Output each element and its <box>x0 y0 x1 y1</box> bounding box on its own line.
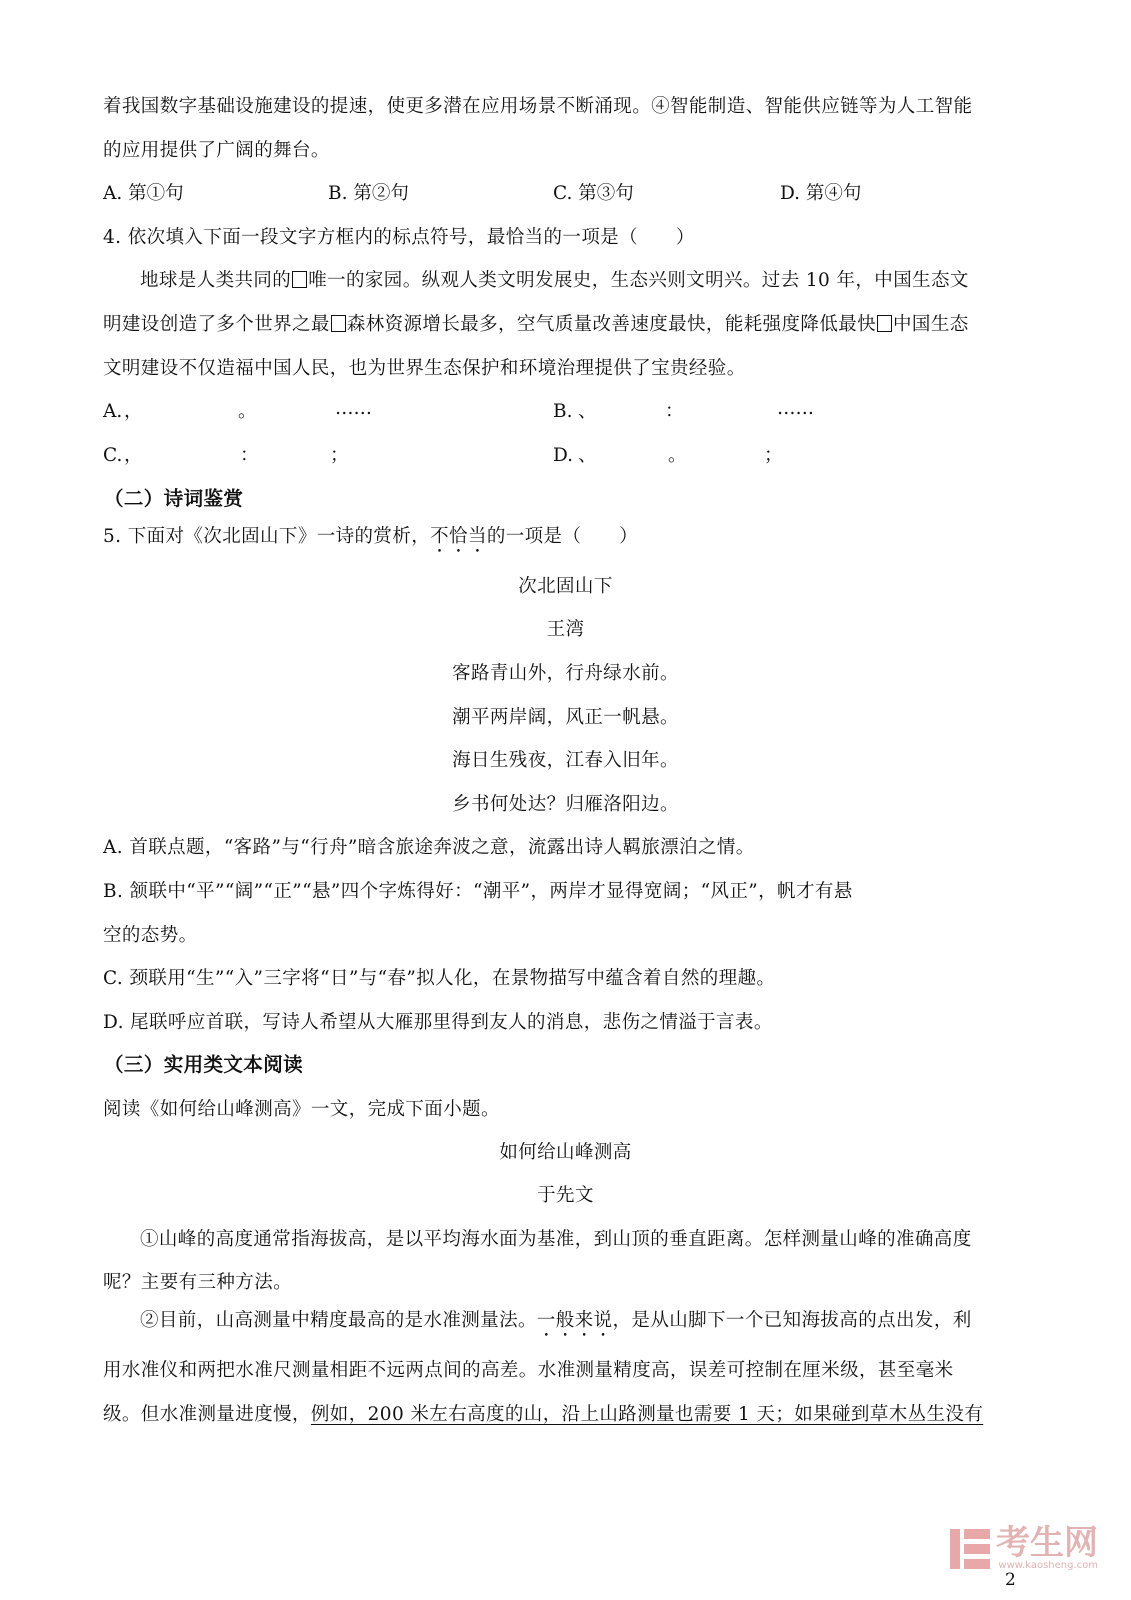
reading-intro: 阅读《如何给山峰测高》一文，完成下面小题。 <box>103 1099 500 1120</box>
poem-title: 次北固山下 <box>518 576 613 597</box>
q5-option-b: B. 颔联中“平”“阔”“正”“悬”四个字炼得好：“潮平”，两岸才显得宽阔；“风正”，帆才有悬 <box>103 881 853 902</box>
q4-option-a-label: A. <box>103 401 123 422</box>
blank-box <box>331 315 346 332</box>
paragraph-2-line-3: 级。但水准测量进度慢，例如，200 米左右高度的山，沿上山路测量也需要 1 天；如果碰到草木丛生没有 <box>103 1404 984 1425</box>
poem-line: 乡书何处达？归雁洛阳边。 <box>452 794 679 815</box>
q4-option-c-mark: ， <box>124 445 143 466</box>
blank-box <box>292 271 307 288</box>
blank-box <box>877 315 892 332</box>
q5-stem: 5. 下面对《次北固山下》一诗的赏析，不恰当的一项是（ ） <box>103 526 639 547</box>
paragraph-2-line-2: 用水准仪和两把水准尺测量相距不远两点间的高差。水准测量精度高，误差可控制在厘米级，甚至毫米 <box>103 1360 954 1381</box>
article-title: 如何给山峰测高 <box>499 1142 632 1163</box>
q3-option-c: C. 第③句 <box>553 183 634 204</box>
q4-option-a-mark: …… <box>335 398 372 419</box>
logo-text: 考生网 <box>996 1523 1098 1563</box>
logo-mark-icon <box>950 1529 990 1569</box>
q5-option-a: A. 首联点题，“客路”与“行舟”暗含旅途奔波之意，流露出诗人羁旅漂泊之情。 <box>103 837 755 858</box>
paragraph-1-line-1: ①山峰的高度通常指海拔高，是以平均海水面为基准，到山顶的垂直距离。怎样测量山峰的准确高度 <box>140 1229 972 1250</box>
q3-line-1: 着我国数字基础设施建设的提速，使更多潜在应用场景不断涌现。④智能制造、智能供应链等为人工智能 <box>103 96 973 117</box>
page-number: 2 <box>1005 1570 1016 1590</box>
poem-line: 客路青山外，行舟绿水前。 <box>452 663 679 684</box>
paragraph-2-line-1: ②目前，山高测量中精度最高的是水准测量法。一般来说，是从山脚下一个已知海拔高的点出发，利 <box>140 1310 972 1331</box>
poem-line: 潮平两岸阔，风正一帆悬。 <box>452 707 679 728</box>
q5-option-b-cont: 空的态势。 <box>103 925 198 946</box>
article-author: 于先文 <box>537 1185 594 1206</box>
q4-option-c-mark: ； <box>330 445 349 466</box>
q5-option-d: D. 尾联呼应首联，写诗人希望从大雁那里得到友人的消息，悲伤之情溢于言表。 <box>103 1012 773 1033</box>
poem-author: 王湾 <box>546 619 585 640</box>
q3-option-d: D. 第④句 <box>780 183 862 204</box>
site-logo <box>950 1523 1098 1571</box>
q3-option-a: A. 第①句 <box>103 183 184 204</box>
q4-passage-line-1: 地球是人类共同的 唯一的家园。纵观人类文明发展史，生态兴则文明兴。过去 10 年，中国生态文 <box>140 270 969 291</box>
q4-option-c-mark: ： <box>240 445 259 466</box>
logo-url: www.kaosheng.com <box>998 1560 1098 1571</box>
q3-option-b: B. 第②句 <box>328 183 409 204</box>
q4-option-a-mark: ， <box>124 401 143 422</box>
q4-option-d-mark: 。 <box>668 445 687 466</box>
q4-option-d-mark: 、 <box>578 445 597 466</box>
section-heading-practical: （三）实用类文本阅读 <box>104 1053 304 1076</box>
q4-option-d-mark: ； <box>764 445 783 466</box>
q4-option-b-mark: …… <box>777 398 814 419</box>
q4-option-b-mark: ： <box>665 401 684 422</box>
q4-option-b-mark: 、 <box>578 401 597 422</box>
paragraph-1-line-2: 呢？主要有三种方法。 <box>103 1272 293 1293</box>
poem-line: 海日生残夜，江春入旧年。 <box>452 750 679 771</box>
section-heading-poetry: （二）诗词鉴赏 <box>104 487 244 510</box>
q4-stem: 4. 依次填入下面一段文字方框内的标点符号，最恰当的一项是（ ） <box>103 227 695 248</box>
q4-option-d-label: D. <box>553 445 574 466</box>
q4-passage-line-2: 明建设创造了多个世界之最 森林资源增长最多，空气质量改善速度最快，能耗强度降低最快 中国生态 <box>103 314 969 335</box>
q5-option-c: C. 颈联用“生”“入”三字将“日”与“春”拟人化，在景物描写中蕴含着自然的理趣。 <box>103 968 776 989</box>
q4-passage-line-3: 文明建设不仅造福中国人民，也为世界生态保护和环境治理提供了宝贵经验。 <box>103 358 746 379</box>
q3-line-2: 的应用提供了广阔的舞台。 <box>103 140 330 161</box>
q4-option-b-label: B. <box>553 401 573 422</box>
q4-option-c-label: C. <box>103 445 123 466</box>
q4-option-a-mark: 。 <box>238 401 257 422</box>
